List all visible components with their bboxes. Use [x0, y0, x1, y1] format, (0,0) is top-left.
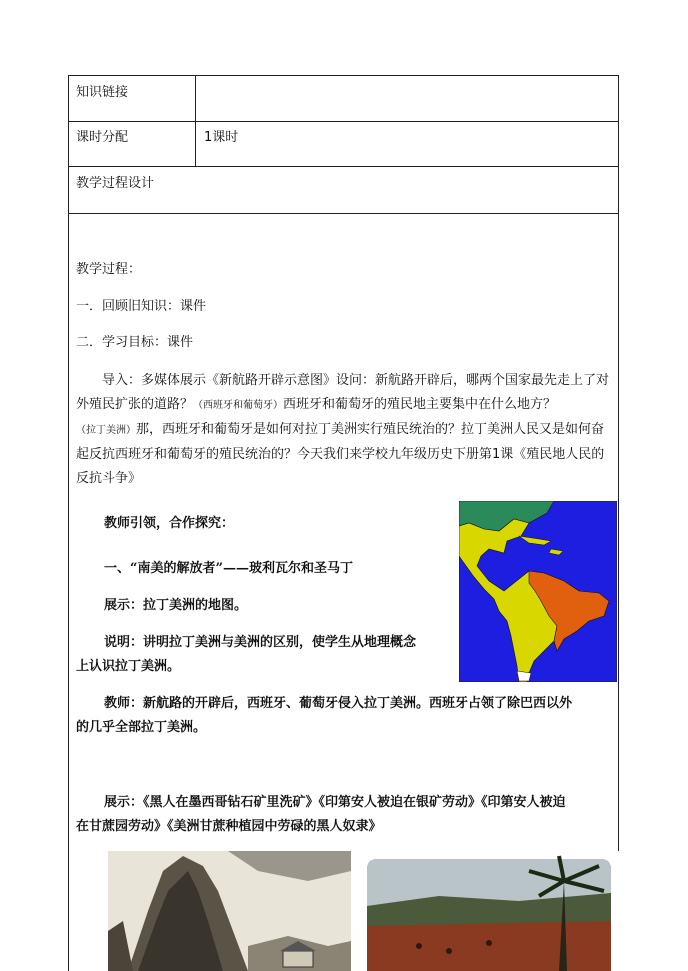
intro-note-1: （西班牙和葡萄牙） — [193, 400, 284, 411]
building-shape — [283, 951, 313, 967]
show-map-text: 展示：拉丁美洲的地图。 — [104, 598, 248, 613]
show-images-line-2: 在甘蔗园劳动》《美洲甘蔗种植园中劳碌的黑人奴隶》 — [76, 819, 382, 834]
section-heading: 一、“南美的解放者”——玻利瓦尔和圣马丁 — [104, 561, 353, 576]
knowledge-link-label: 知识链接 — [76, 85, 129, 100]
intro-paragraph — [76, 369, 612, 491]
worker-figure — [486, 940, 492, 946]
intro-note-2: （拉丁美洲） — [76, 425, 136, 436]
worker-figure — [416, 943, 422, 949]
process-title: 教学过程： — [76, 262, 142, 277]
teacher-guide-heading: 教师引领，合作探究： — [104, 516, 235, 531]
table-column-divider — [195, 75, 196, 166]
table-row-divider — [68, 121, 619, 122]
latin-america-map — [459, 501, 617, 682]
intro-text-a: 导入：多媒体展示《新航路开辟示意图》设问：新航路开辟后，哪两个国家最先走上了对外殖民扩张的道路？ — [76, 373, 610, 412]
mine-labor-illustration — [108, 851, 351, 971]
map-tierra-del-fuego — [517, 671, 531, 681]
explain-line-2: 上认识拉丁美洲。 — [76, 659, 181, 674]
process-design-label: 教学过程设计 — [76, 176, 155, 191]
explain-line-1: 说明：讲明拉丁美洲与美洲的区别，使学生从地理概念 — [104, 635, 417, 650]
intro-text-c: 那，西班牙和葡萄牙是如何对拉丁美洲实行殖民统治的？拉丁美洲人民又是如何奋起反抗西班牙和葡萄牙的殖民统治的？今天我们来学校九年级历史下册第1课《殖民地人民的反抗斗争》 — [76, 422, 605, 486]
table-row-divider — [68, 166, 619, 167]
lesson-time-label: 课时分配 — [76, 130, 129, 145]
show-images-line-1: 展示：《黑人在墨西哥钻石矿里洗矿》《印第安人被迫在银矿劳动》《印第安人被迫 — [104, 795, 566, 810]
intro-text-b: 西班牙和葡萄牙的殖民地主要集中在什么地方？ — [283, 397, 557, 412]
objective-item: 二．学习目标：课件 — [76, 335, 194, 350]
review-item: 一．回顾旧知识：课件 — [76, 299, 207, 314]
table-row-divider — [68, 213, 619, 214]
worker-figure — [446, 948, 452, 954]
teacher-line-2: 的几乎全部拉丁美洲。 — [76, 720, 207, 735]
teacher-line-1: 教师：新航路的开辟后，西班牙、葡萄牙侵入拉丁美洲。西班牙占领了除巴西以外 — [104, 696, 573, 711]
plantation-painting — [359, 851, 619, 971]
lesson-time-value: 1课时 — [204, 130, 239, 145]
